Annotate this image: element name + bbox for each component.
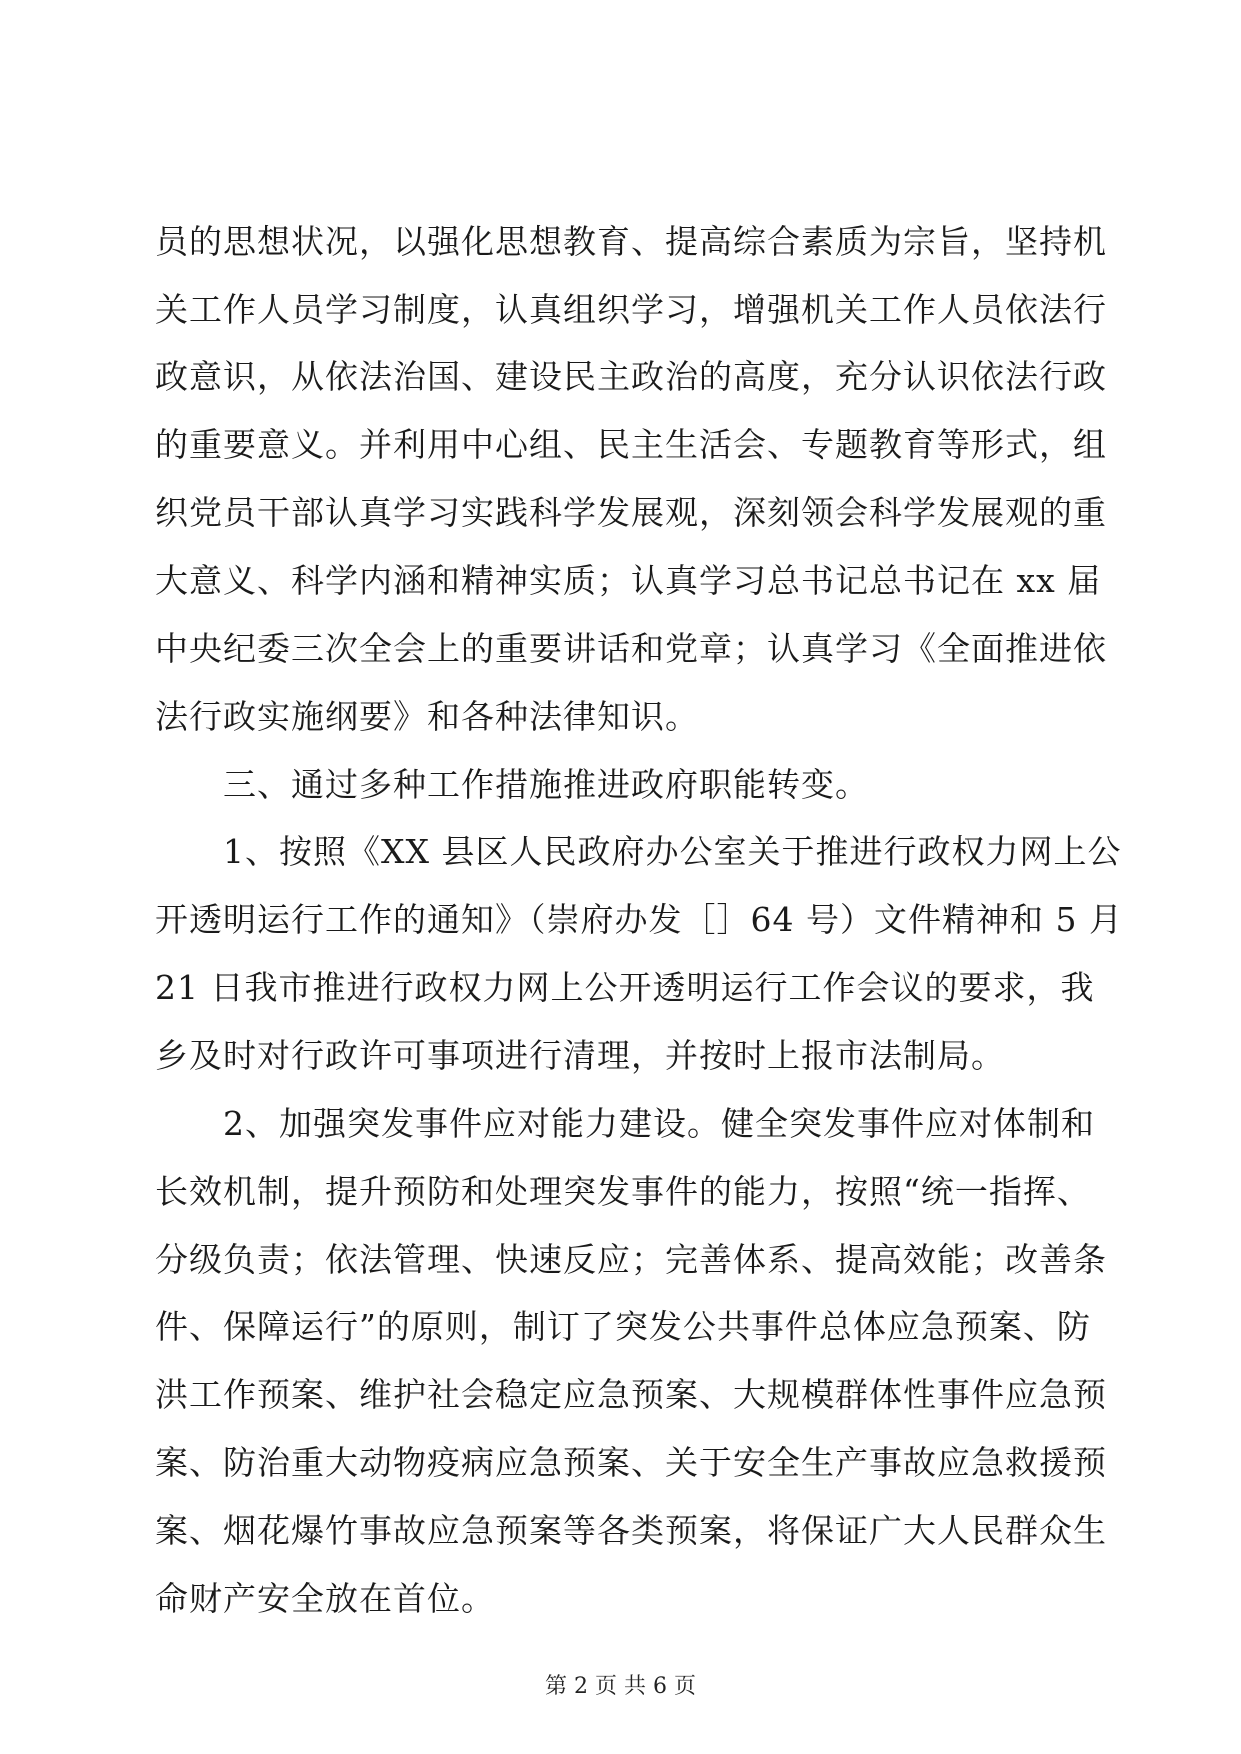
text-line: 2、加强突发事件应对能力建设。健全突发事件应对体制和 (155, 1104, 1095, 1143)
text-line: 分级负责；依法管理、快速反应；完善体系、提高效能；改善条 (155, 1240, 1107, 1279)
text-line: 法行政实施纲要》和各种法律知识。 (155, 697, 699, 736)
text-line: 长效机制，提升预防和处理突发事件的能力，按照“统一指挥、 (155, 1172, 1091, 1211)
text-line: 命财产安全放在首位。 (155, 1579, 495, 1618)
page-number-footer: 第 2 页 共 6 页 (545, 1674, 696, 1699)
text-line: 的重要意义。并利用中心组、民主生活会、专题教育等形式，组 (155, 425, 1107, 464)
text-line: 员的思想状况，以强化思想教育、提高综合素质为宗旨，坚持机 (155, 222, 1107, 261)
text-line: 1、按照《XX 县区人民政府办公室关于推进行政权力网上公 (155, 832, 1122, 871)
text-line: 中央纪委三次全会上的重要讲话和党章；认真学习《全面推进依 (155, 629, 1107, 668)
text-line: 政意识，从依法治国、建设民主政治的高度，充分认识依法行政 (155, 357, 1107, 396)
text-line: 乡及时对行政许可事项进行清理，并按时上报市法制局。 (155, 1036, 1005, 1075)
text-line: 织党员干部认真学习实践科学发展观，深刻领会科学发展观的重 (155, 493, 1107, 532)
text-line: 件、保障运行”的原则，制订了突发公共事件总体应急预案、防 (155, 1307, 1091, 1346)
text-line: 案、烟花爆竹事故应急预案等各类预案，将保证广大人民群众生 (155, 1511, 1107, 1550)
text-line: 开透明运行工作的通知》（崇府办发［］64 号）文件精神和 5 月 (155, 900, 1123, 939)
text-line: 关工作人员学习制度，认真组织学习，增强机关工作人员依法行 (155, 290, 1107, 329)
text-line: 洪工作预案、维护社会稳定应急预案、大规模群体性事件应急预 (155, 1375, 1107, 1414)
section-heading: 三、通过多种工作措施推进政府职能转变。 (155, 765, 869, 804)
text-line: 大意义、科学内涵和精神实质；认真学习总书记总书记在 xx 届 (155, 561, 1102, 600)
text-line: 21 日我市推进行政权力网上公开透明运行工作会议的要求，我 (155, 968, 1095, 1007)
text-line: 案、防治重大动物疫病应急预案、关于安全生产事故应急救援预 (155, 1443, 1107, 1482)
